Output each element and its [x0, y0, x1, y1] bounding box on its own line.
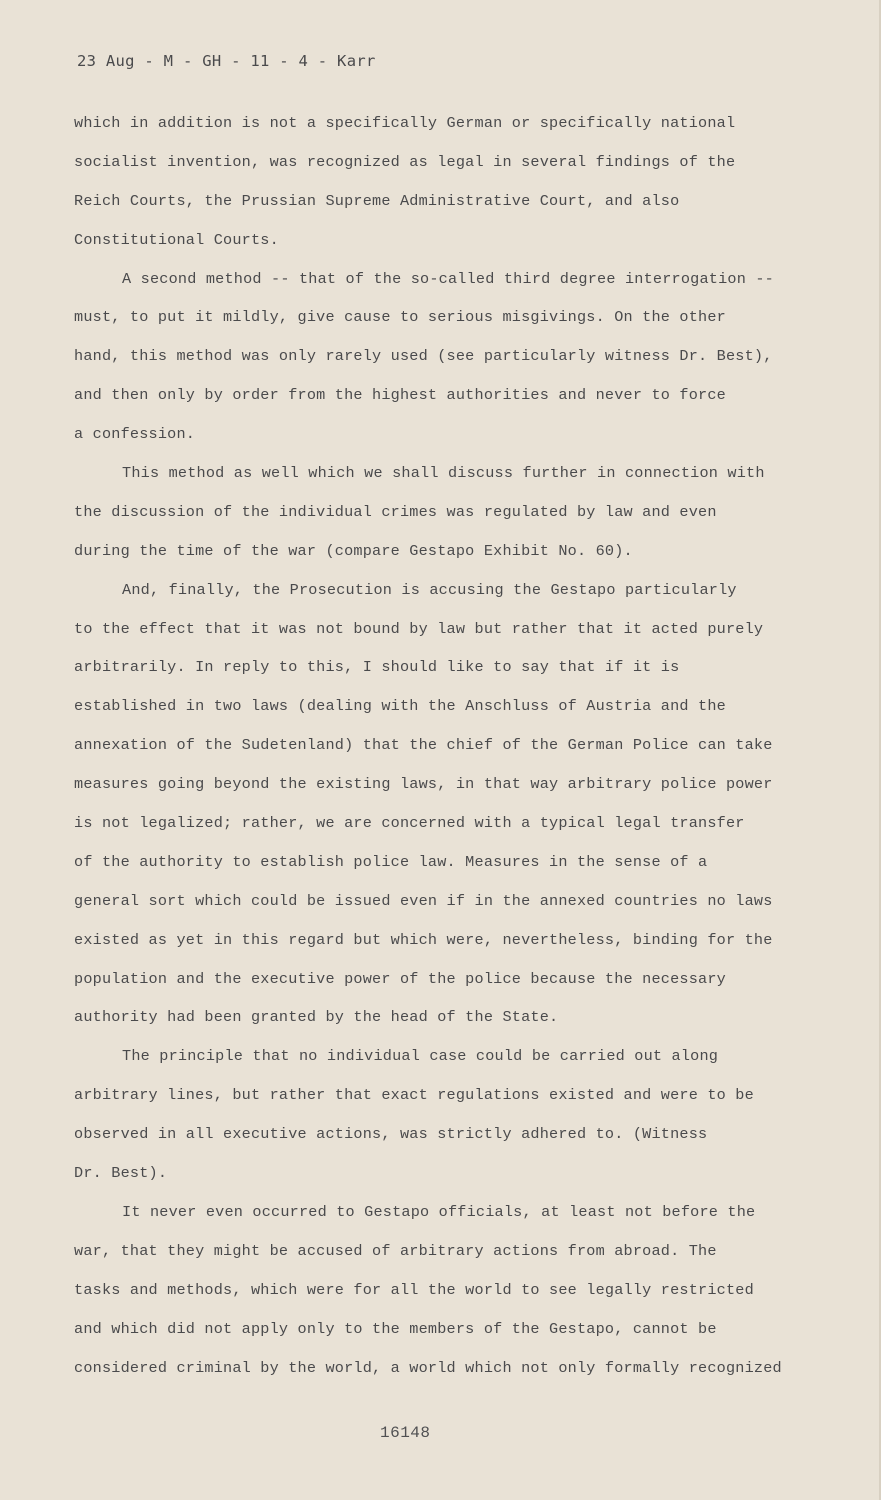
text-line: observed in all executive actions, was strictly adhered to. (Witness: [74, 1125, 708, 1144]
text-line: authority had been granted by the head of the State.: [74, 1008, 559, 1027]
document-reference-header: 23 Aug - M - GH - 11 - 4 - Karr: [77, 52, 376, 70]
text-line: established in two laws (dealing with the Anschluss of Austria and the: [74, 697, 726, 716]
text-line: must, to put it mildly, give cause to serious misgivings. On the other: [74, 308, 726, 327]
text-line: Reich Courts, the Prussian Supreme Administrative Court, and also: [74, 191, 680, 210]
text-line: This method as well which we shall discuss further in connection with: [122, 464, 765, 483]
text-line: It never even occurred to Gestapo officials, at least not before the: [122, 1202, 756, 1221]
text-line: socialist invention, was recognized as legal in several findings of the: [74, 152, 736, 171]
text-line: population and the executive power of the police because the necessary: [74, 969, 726, 988]
text-line: considered criminal by the world, a world which not only formally recognized: [74, 1358, 782, 1377]
text-line: measures going beyond the existing laws, in that way arbitrary police power: [74, 775, 773, 794]
text-line: tasks and methods, which were for all the world to see legally restricted: [74, 1280, 754, 1299]
text-line: And, finally, the Prosecution is accusing the Gestapo particularly: [122, 580, 737, 599]
text-line: and then only by order from the highest authorities and never to force: [74, 386, 726, 405]
text-line: general sort which could be issued even if in the annexed countries no laws: [74, 891, 773, 910]
text-line: which in addition is not a specifically German or specifically national: [74, 114, 736, 132]
text-line: to the effect that it was not bound by law but rather that it acted purely: [74, 619, 764, 638]
text-line: is not legalized; rather, we are concerned with a typical legal transfer: [74, 814, 745, 833]
text-line: a confession.: [74, 425, 196, 444]
text-line: The principle that no individual case could be carried out along: [122, 1047, 719, 1066]
document-body: [74, 110, 814, 1393]
text-line: of the authority to establish police law. Measures in the sense of a: [74, 852, 708, 871]
text-line: arbitrary lines, but rather that exact regulations existed and were to be: [74, 1086, 754, 1105]
text-line: the discussion of the individual crimes was regulated by law and even: [74, 502, 717, 521]
text-line: war, that they might be accused of arbitrary actions from abroad. The: [74, 1241, 717, 1260]
text-line: and which did not apply only to the members of the Gestapo, cannot be: [74, 1319, 717, 1338]
text-line: Dr. Best).: [74, 1164, 168, 1183]
text-line: annexation of the Sudetenland) that the chief of the German Police can take: [74, 736, 773, 755]
text-line: hand, this method was only rarely used (see particularly witness Dr. Best),: [74, 347, 773, 366]
text-line: during the time of the war (compare Gestapo Exhibit No. 60).: [74, 541, 633, 560]
text-line: arbitrarily. In reply to this, I should like to say that if it is: [74, 658, 680, 677]
text-line: existed as yet in this regard but which were, nevertheless, binding for the: [74, 930, 773, 949]
text-line: Constitutional Courts.: [74, 230, 279, 249]
page-number: 16148: [380, 1424, 431, 1442]
text-line: A second method -- that of the so-called third degree interrogation --: [122, 269, 774, 288]
